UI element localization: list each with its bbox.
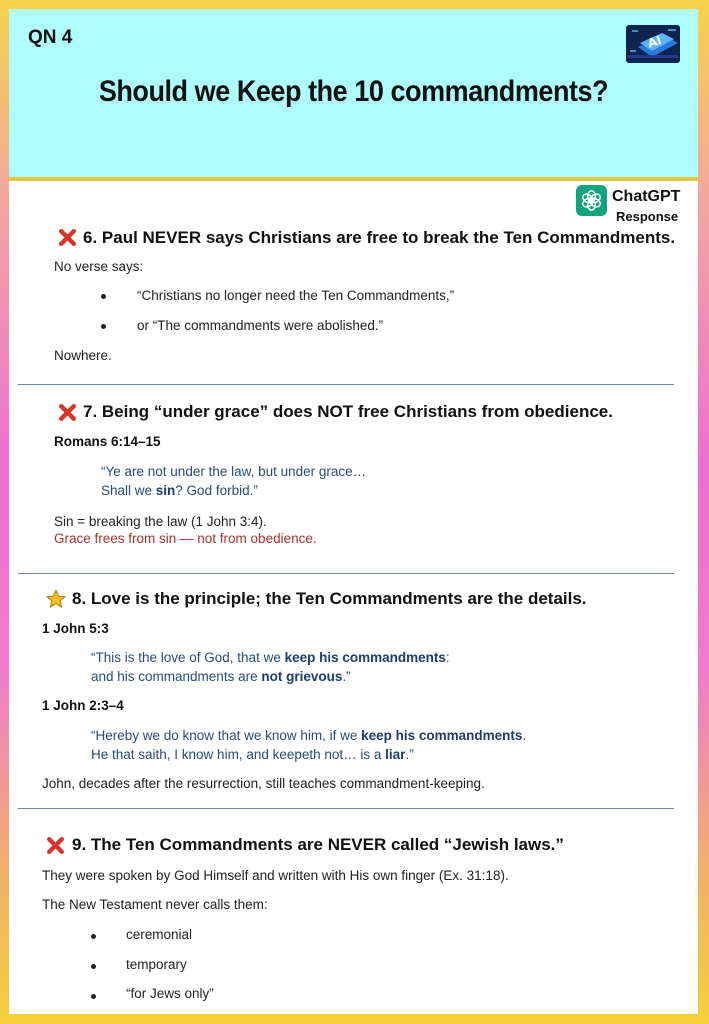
section-8-heading: 8. Love is the principle; the Ten Commandments are the details.	[72, 589, 587, 608]
section-9-line-2: The New Testament never calls them:	[42, 897, 268, 912]
section-7-heading: 7. Being “under grace” does NOT free Christians from obedience.	[83, 402, 613, 421]
page-title: Should we Keep the 10 commandments?	[98, 75, 609, 108]
question-number: QN 4	[28, 27, 73, 48]
section-divider	[18, 808, 674, 809]
section-9-heading: 9. The Ten Commandments are NEVER called “Jewish laws.”	[72, 835, 564, 854]
x-mark-icon	[57, 402, 78, 423]
section-divider	[18, 384, 674, 385]
section-7-line-1: Sin = breaking the law (1 John 3:4).	[54, 514, 267, 529]
section-8-quote-line-4: He that saith, I know him, and keepeth not… is a liar.”	[91, 747, 414, 762]
section-divider	[18, 573, 674, 574]
section-7-reference: Romans 6:14–15	[54, 434, 161, 449]
section-8-quote-line-3: “Hereby we do know that we know him, if we keep his commandments.	[91, 728, 527, 743]
section-6-bullet-2: or “The commandments were abolished.”	[137, 318, 384, 333]
section-9-bullet-3: “for Jews only”	[126, 986, 214, 1001]
section-8-outro: John, decades after the resurrection, still teaches commandment-keeping.	[42, 776, 485, 791]
section-8-quote-line-2: and his commandments are not grievous.”	[91, 669, 351, 684]
section-6-intro: No verse says:	[54, 259, 144, 274]
chatgpt-badge	[576, 185, 686, 227]
bullet-dot	[91, 934, 96, 939]
star-icon	[45, 588, 67, 610]
section-8-reference-2: 1 John 2:3–4	[42, 698, 124, 713]
x-mark-icon	[45, 835, 66, 856]
header-banner	[9, 9, 698, 181]
x-mark-icon	[57, 227, 78, 248]
section-7-line-2: Grace frees from sin — not from obedience.	[54, 531, 317, 546]
section-7-quote-line-2: Shall we sin? God forbid.”	[101, 483, 258, 498]
response-label: Response	[616, 209, 679, 224]
document-page	[9, 9, 698, 1014]
section-6-heading: 6. Paul NEVER says Christians are free to break the Ten Commandments.	[83, 228, 676, 247]
section-8-quote-line-1: “This is the love of God, that we keep his commandments:	[91, 650, 450, 665]
section-9-bullet-1: ceremonial	[126, 927, 193, 942]
section-6-bullet-1: “Christians no longer need the Ten Commandments,”	[137, 288, 455, 303]
bullet-dot	[101, 324, 106, 329]
bullet-dot	[91, 964, 96, 969]
chatgpt-label: ChatGPT	[612, 188, 681, 205]
ai-logo-text: AI	[645, 32, 664, 51]
bullet-dot	[101, 294, 106, 299]
bullet-dot	[91, 994, 96, 999]
section-8-reference-1: 1 John 5:3	[42, 621, 109, 636]
section-9-bullet-2: temporary	[126, 957, 187, 972]
section-6-outro: Nowhere.	[54, 348, 112, 363]
section-7-quote-line-1: “Ye are not under the law, but under grace…	[101, 464, 367, 479]
ai-chip-icon	[624, 21, 682, 65]
section-9-line-1: They were spoken by God Himself and written with His own finger (Ex. 31:18).	[42, 868, 509, 883]
chatgpt-icon	[576, 185, 607, 216]
